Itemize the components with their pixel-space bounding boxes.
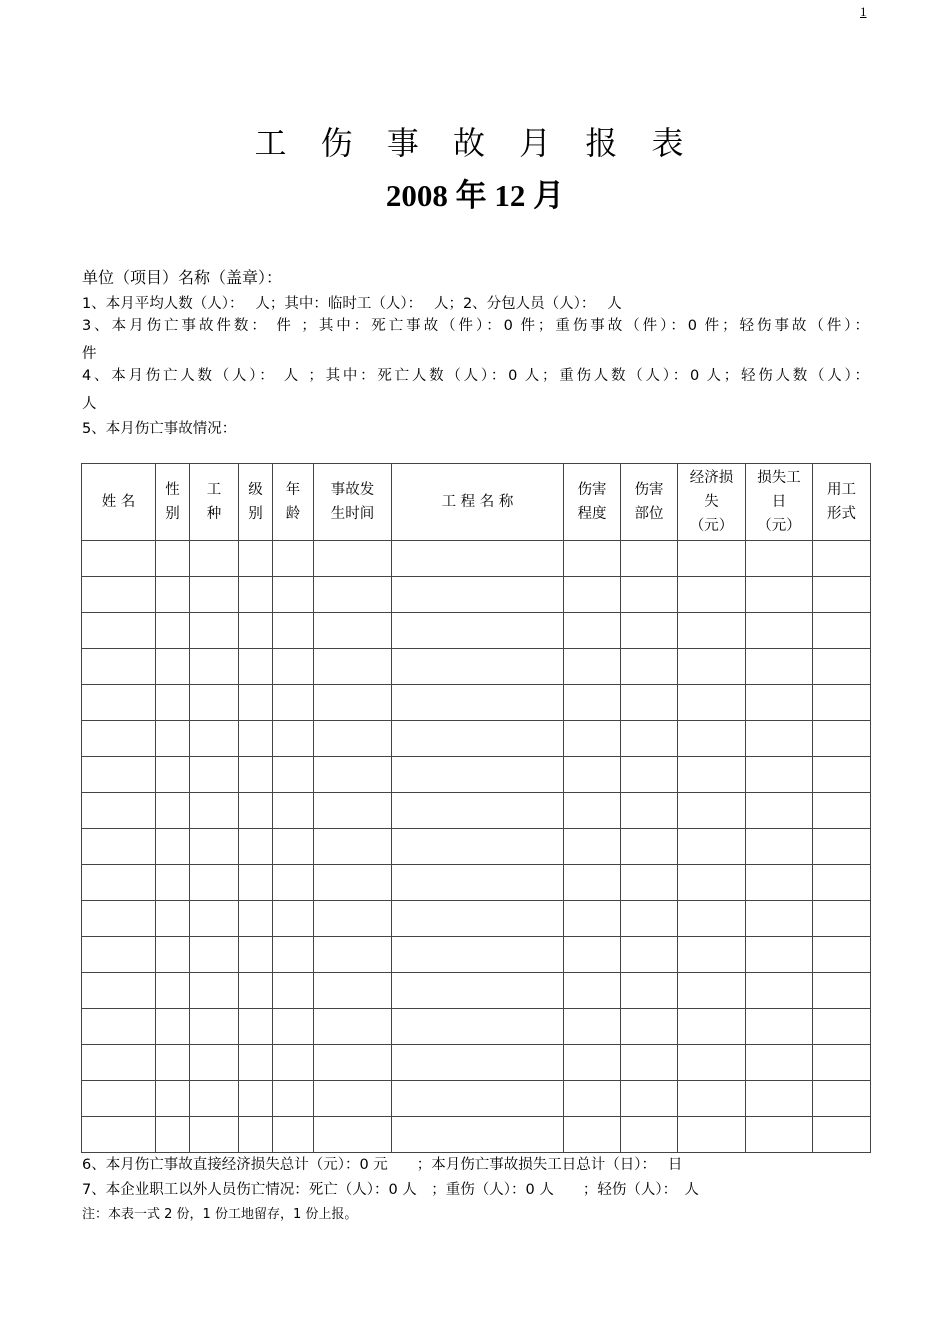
table-cell[interactable]	[314, 649, 392, 685]
casualty-count-line: 4、本月伤亡人数（人）： 人 ；其中：死亡人数（人）：0 人；重伤人数（人）：0 人；轻伤人数（人）：	[82, 368, 869, 384]
column-header	[314, 464, 392, 541]
table-row	[82, 649, 871, 685]
table-cell[interactable]	[239, 1081, 273, 1117]
table-cell[interactable]	[813, 685, 871, 721]
table-cell[interactable]	[239, 1045, 273, 1081]
table-cell[interactable]	[156, 757, 190, 793]
table-cell[interactable]	[156, 721, 190, 757]
column-header-text: 形式	[827, 506, 856, 522]
table-cell[interactable]	[621, 865, 678, 901]
table-cell[interactable]	[392, 577, 564, 613]
table-cell[interactable]	[564, 865, 621, 901]
table-cell[interactable]	[156, 1117, 190, 1153]
table-cell[interactable]	[392, 937, 564, 973]
table-cell[interactable]	[190, 793, 239, 829]
table-cell[interactable]	[678, 973, 746, 1009]
table-row	[82, 613, 871, 649]
table-cell[interactable]	[746, 973, 813, 1009]
table-cell[interactable]	[621, 757, 678, 793]
table-cell[interactable]	[746, 865, 813, 901]
accident-details-label: 5、本月伤亡事故情况：	[82, 421, 237, 437]
table-cell[interactable]	[392, 901, 564, 937]
table-cell[interactable]	[564, 649, 621, 685]
table-cell[interactable]	[392, 613, 564, 649]
table-cell[interactable]	[156, 793, 190, 829]
table-cell[interactable]	[678, 793, 746, 829]
external-casualty-line: 7、本企业职工以外人员伤亡情况：死亡（人）：0 人 ；重伤（人）：0 人 ；轻伤（人）： 人	[82, 1182, 699, 1198]
table-cell[interactable]	[273, 577, 314, 613]
table-cell[interactable]	[678, 685, 746, 721]
table-cell[interactable]	[156, 1045, 190, 1081]
table-cell[interactable]	[239, 901, 273, 937]
table-cell[interactable]	[314, 865, 392, 901]
table-cell[interactable]	[190, 613, 239, 649]
table-cell[interactable]	[82, 541, 156, 577]
table-cell[interactable]	[746, 1081, 813, 1117]
column-header	[156, 464, 190, 541]
table-cell[interactable]	[82, 829, 156, 865]
table-cell[interactable]	[239, 685, 273, 721]
table-cell[interactable]	[392, 1045, 564, 1081]
table-cell[interactable]	[564, 1045, 621, 1081]
table-cell[interactable]	[82, 577, 156, 613]
table-row	[82, 685, 871, 721]
table-cell[interactable]	[82, 721, 156, 757]
table-cell[interactable]	[678, 1081, 746, 1117]
table-cell[interactable]	[746, 1117, 813, 1153]
table-cell[interactable]	[314, 1009, 392, 1045]
column-header	[678, 464, 746, 541]
table-cell[interactable]	[392, 685, 564, 721]
table-cell[interactable]	[746, 1045, 813, 1081]
table-cell[interactable]	[314, 829, 392, 865]
table-cell[interactable]	[190, 901, 239, 937]
table-cell[interactable]	[82, 1117, 156, 1153]
table-cell[interactable]	[190, 1045, 239, 1081]
table-cell[interactable]	[813, 973, 871, 1009]
table-cell[interactable]	[564, 613, 621, 649]
table-cell[interactable]	[564, 1117, 621, 1153]
table-row	[82, 829, 871, 865]
casualty-count-line-cont: 人	[82, 396, 97, 412]
table-cell[interactable]	[156, 541, 190, 577]
column-header-text: 工 程 名 称	[441, 494, 514, 510]
table-cell[interactable]	[746, 541, 813, 577]
table-cell[interactable]	[621, 541, 678, 577]
table-row	[82, 541, 871, 577]
page-number: 1	[860, 4, 867, 19]
table-cell[interactable]	[392, 541, 564, 577]
table-cell[interactable]	[564, 757, 621, 793]
table-cell[interactable]	[621, 973, 678, 1009]
table-row	[82, 1117, 871, 1153]
table-cell[interactable]	[392, 649, 564, 685]
column-header-text: 级	[248, 482, 263, 498]
table-cell[interactable]	[678, 757, 746, 793]
table-header-row	[82, 464, 871, 541]
table-cell[interactable]	[156, 613, 190, 649]
column-header-text: 程度	[577, 506, 607, 522]
table-cell[interactable]	[678, 829, 746, 865]
column-header	[621, 464, 678, 541]
table-cell[interactable]	[813, 865, 871, 901]
table-row	[82, 1045, 871, 1081]
table-cell[interactable]	[564, 685, 621, 721]
economic-loss-total-line: 6、本月伤亡事故直接经济损失总计（元）：0 元 ；本月伤亡事故损失工日总计（日）： 日	[82, 1157, 683, 1173]
table-cell[interactable]	[813, 757, 871, 793]
table-cell[interactable]	[564, 1081, 621, 1117]
table-cell[interactable]	[314, 613, 392, 649]
table-cell[interactable]	[392, 1009, 564, 1045]
table-cell[interactable]	[82, 1081, 156, 1117]
table-cell[interactable]	[82, 793, 156, 829]
table-cell[interactable]	[746, 721, 813, 757]
table-cell[interactable]	[190, 1009, 239, 1045]
table-cell[interactable]	[678, 649, 746, 685]
column-header-text: 用工	[827, 482, 856, 498]
table-cell[interactable]	[621, 793, 678, 829]
table-cell[interactable]	[239, 1009, 273, 1045]
table-cell[interactable]	[273, 901, 314, 937]
table-cell[interactable]	[564, 793, 621, 829]
table-cell[interactable]	[314, 901, 392, 937]
column-header	[564, 464, 621, 541]
table-cell[interactable]	[190, 1117, 239, 1153]
table-cell[interactable]	[314, 757, 392, 793]
table-cell[interactable]	[314, 1081, 392, 1117]
table-cell[interactable]	[239, 829, 273, 865]
table-cell[interactable]	[190, 937, 239, 973]
column-header-text: 伤害	[577, 482, 607, 498]
column-header-text: 经济损	[689, 470, 734, 486]
table-cell[interactable]	[239, 1117, 273, 1153]
table-cell[interactable]	[190, 865, 239, 901]
column-header-text: 失	[704, 494, 719, 510]
column-header-text: （元）	[757, 518, 801, 534]
table-cell[interactable]	[678, 901, 746, 937]
table-cell[interactable]	[678, 721, 746, 757]
report-period: 2008 年 12 月	[385, 178, 565, 213]
table-cell[interactable]	[392, 829, 564, 865]
accident-count-line-cont: 件	[82, 346, 97, 362]
table-row	[82, 1009, 871, 1045]
table-cell[interactable]	[82, 973, 156, 1009]
report-title: 工 伤 事 故 月 报 表	[254, 124, 696, 162]
table-cell[interactable]	[314, 973, 392, 1009]
column-header-text: 伤害	[634, 482, 664, 498]
table-cell[interactable]	[190, 1081, 239, 1117]
table-cell[interactable]	[392, 757, 564, 793]
table-cell[interactable]	[273, 1117, 314, 1153]
table-cell[interactable]	[273, 685, 314, 721]
table-cell[interactable]	[392, 793, 564, 829]
table-row	[82, 865, 871, 901]
table-cell[interactable]	[813, 613, 871, 649]
table-cell[interactable]	[190, 577, 239, 613]
column-header-text: 龄	[285, 506, 301, 522]
column-header-text: 生时间	[330, 506, 375, 522]
table-cell[interactable]	[746, 901, 813, 937]
table-cell[interactable]	[746, 577, 813, 613]
table-cell[interactable]	[156, 1009, 190, 1045]
table-cell[interactable]	[273, 973, 314, 1009]
table-cell[interactable]	[746, 793, 813, 829]
column-header	[190, 464, 239, 541]
table-cell[interactable]	[273, 613, 314, 649]
table-cell[interactable]	[190, 829, 239, 865]
table-cell[interactable]	[190, 973, 239, 1009]
table-cell[interactable]	[273, 757, 314, 793]
column-header	[239, 464, 273, 541]
column-header-text: 事故发	[330, 482, 375, 498]
table-cell[interactable]	[392, 973, 564, 1009]
table-cell[interactable]	[156, 901, 190, 937]
table-cell[interactable]	[621, 1045, 678, 1081]
table-cell[interactable]	[156, 829, 190, 865]
table-row	[82, 1081, 871, 1117]
table-cell[interactable]	[273, 649, 314, 685]
table-cell[interactable]	[621, 937, 678, 973]
average-headcount-line: 1、本月平均人数（人）： 人；其中：临时工（人）： 人；2、分包人员（人）： 人	[82, 296, 622, 312]
table-cell[interactable]	[746, 937, 813, 973]
column-header	[273, 464, 314, 541]
table-cell[interactable]	[239, 937, 273, 973]
table-cell[interactable]	[813, 1009, 871, 1045]
table-cell[interactable]	[678, 1117, 746, 1153]
table-cell[interactable]	[678, 541, 746, 577]
table-cell[interactable]	[82, 649, 156, 685]
table-row	[82, 973, 871, 1009]
table-cell[interactable]	[564, 577, 621, 613]
table-cell[interactable]	[156, 973, 190, 1009]
accident-count-line: 3、本月伤亡事故件数： 件 ；其中：死亡事故（件）：0 件；重伤事故（件）：0 件；轻伤事故（件）：	[82, 318, 869, 334]
table-cell[interactable]	[156, 685, 190, 721]
table-cell[interactable]	[239, 721, 273, 757]
column-header-text: 工	[206, 482, 222, 498]
column-header	[82, 464, 156, 541]
column-header-text: 部位	[634, 506, 664, 522]
table-cell[interactable]	[82, 685, 156, 721]
accident-table	[81, 463, 871, 1153]
table-row	[82, 757, 871, 793]
table-cell[interactable]	[392, 1081, 564, 1117]
table-cell[interactable]	[82, 1009, 156, 1045]
table-cell[interactable]	[621, 901, 678, 937]
table-cell[interactable]	[82, 901, 156, 937]
table-cell[interactable]	[239, 865, 273, 901]
table-cell[interactable]	[621, 829, 678, 865]
table-cell[interactable]	[273, 1009, 314, 1045]
table-cell[interactable]	[392, 721, 564, 757]
table-cell[interactable]	[813, 541, 871, 577]
column-header-text: 别	[165, 506, 180, 522]
column-header	[392, 464, 564, 541]
table-cell[interactable]	[239, 649, 273, 685]
table-cell[interactable]	[314, 721, 392, 757]
table-row	[82, 937, 871, 973]
table-cell[interactable]	[621, 577, 678, 613]
column-header-text: 姓 名	[101, 494, 136, 510]
table-cell[interactable]	[678, 1045, 746, 1081]
table-cell[interactable]	[392, 865, 564, 901]
column-header-text: 性	[165, 482, 180, 498]
table-cell[interactable]	[678, 865, 746, 901]
table-cell[interactable]	[564, 937, 621, 973]
table-cell[interactable]	[564, 829, 621, 865]
table-cell[interactable]	[190, 721, 239, 757]
table-row	[82, 721, 871, 757]
table-cell[interactable]	[156, 937, 190, 973]
table-cell[interactable]	[273, 1081, 314, 1117]
table-cell[interactable]	[746, 685, 813, 721]
table-cell[interactable]	[621, 613, 678, 649]
table-cell[interactable]	[273, 865, 314, 901]
table-cell[interactable]	[746, 757, 813, 793]
table-cell[interactable]	[746, 829, 813, 865]
column-header-text: （元）	[689, 518, 734, 534]
table-body	[82, 541, 871, 1153]
table-cell[interactable]	[813, 901, 871, 937]
unit-name-label: 单位（项目）名称（盖章）：	[82, 268, 283, 287]
table-cell[interactable]	[273, 793, 314, 829]
table-row	[82, 793, 871, 829]
table-cell[interactable]	[621, 685, 678, 721]
table-cell[interactable]	[314, 937, 392, 973]
table-cell[interactable]	[621, 1117, 678, 1153]
table-cell[interactable]	[156, 1081, 190, 1117]
table-cell[interactable]	[239, 793, 273, 829]
column-header	[746, 464, 813, 541]
table-cell[interactable]	[82, 937, 156, 973]
table-cell[interactable]	[813, 793, 871, 829]
table-cell[interactable]	[190, 541, 239, 577]
table-cell[interactable]	[746, 649, 813, 685]
column-header-text: 别	[248, 506, 263, 522]
column-header	[813, 464, 871, 541]
table-cell[interactable]	[156, 649, 190, 685]
table-cell[interactable]	[813, 1117, 871, 1153]
table-cell[interactable]	[190, 649, 239, 685]
table-row	[82, 901, 871, 937]
table-cell[interactable]	[239, 973, 273, 1009]
table-cell[interactable]	[314, 1117, 392, 1153]
table-row	[82, 577, 871, 613]
table-cell[interactable]	[273, 1045, 314, 1081]
table-cell[interactable]	[273, 721, 314, 757]
table-cell[interactable]	[813, 1081, 871, 1117]
table-cell[interactable]	[621, 649, 678, 685]
table-cell[interactable]	[239, 577, 273, 613]
table-cell[interactable]	[678, 1009, 746, 1045]
table-cell[interactable]	[621, 1009, 678, 1045]
table-cell[interactable]	[156, 865, 190, 901]
table-cell[interactable]	[678, 613, 746, 649]
table-cell[interactable]	[813, 1045, 871, 1081]
table-cell[interactable]	[314, 685, 392, 721]
table-cell[interactable]	[82, 757, 156, 793]
column-header-text: 种	[206, 506, 222, 522]
table-cell[interactable]	[813, 577, 871, 613]
table-cell[interactable]	[621, 1081, 678, 1117]
table-cell[interactable]	[273, 541, 314, 577]
table-cell[interactable]	[314, 793, 392, 829]
table-cell[interactable]	[82, 613, 156, 649]
table-cell[interactable]	[746, 613, 813, 649]
table-cell[interactable]	[564, 721, 621, 757]
footnote: 注：本表一式 2 份，1 份工地留存，1 份上报。	[82, 1207, 358, 1222]
table-cell[interactable]	[314, 541, 392, 577]
column-header-text: 日	[771, 494, 787, 510]
table-cell[interactable]	[564, 901, 621, 937]
table-cell[interactable]	[746, 1009, 813, 1045]
table-cell[interactable]	[273, 937, 314, 973]
column-header-text: 年	[285, 482, 301, 498]
table-cell[interactable]	[564, 973, 621, 1009]
table-cell[interactable]	[82, 1045, 156, 1081]
table-cell[interactable]	[564, 541, 621, 577]
table-cell[interactable]	[392, 1117, 564, 1153]
table-cell[interactable]	[314, 577, 392, 613]
table-cell[interactable]	[314, 1045, 392, 1081]
table-cell[interactable]	[813, 937, 871, 973]
table-cell[interactable]	[621, 721, 678, 757]
table-cell[interactable]	[156, 577, 190, 613]
table-cell[interactable]	[813, 829, 871, 865]
table-cell[interactable]	[82, 865, 156, 901]
table-cell[interactable]	[239, 541, 273, 577]
table-cell[interactable]	[678, 937, 746, 973]
table-cell[interactable]	[273, 829, 314, 865]
table-cell[interactable]	[239, 613, 273, 649]
table-cell[interactable]	[190, 685, 239, 721]
table-cell[interactable]	[813, 649, 871, 685]
table-cell[interactable]	[564, 1009, 621, 1045]
table-cell[interactable]	[678, 577, 746, 613]
column-header-text: 损失工	[757, 470, 801, 486]
table-cell[interactable]	[239, 757, 273, 793]
table-cell[interactable]	[813, 721, 871, 757]
table-cell[interactable]	[190, 757, 239, 793]
